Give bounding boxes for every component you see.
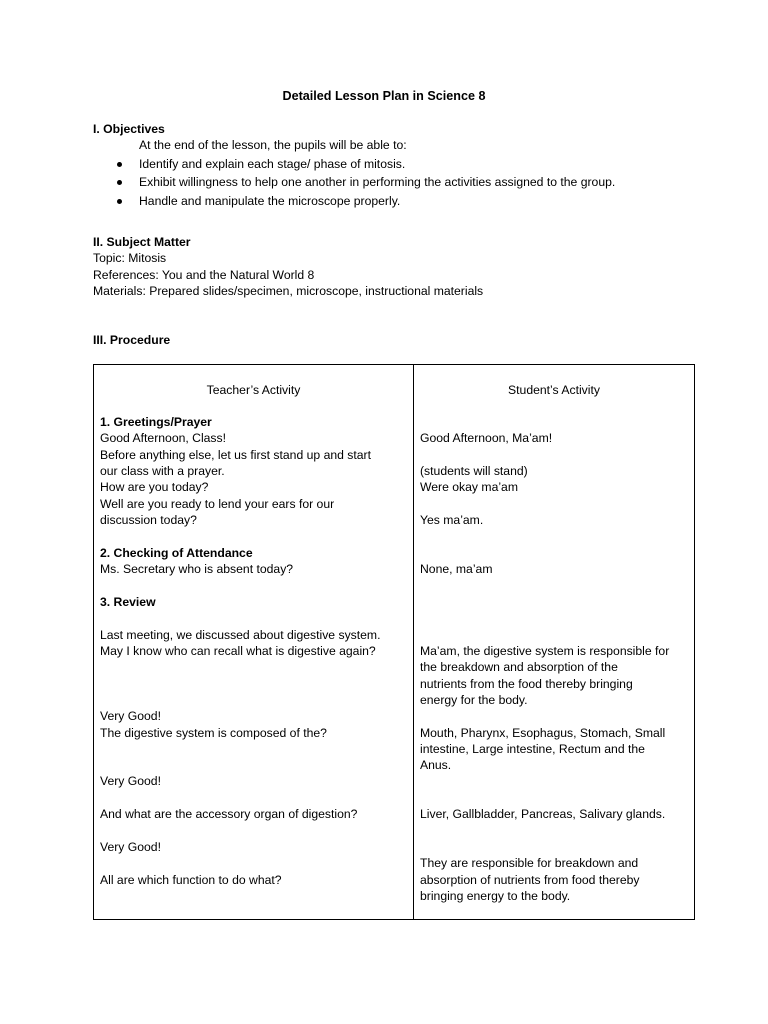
subject-matter-heading: II. Subject Matter <box>93 235 191 249</box>
procedure-heading: III. Procedure <box>93 333 171 347</box>
teacher-line: Good Afternoon, Class! <box>100 431 227 445</box>
student-line: absorption of nutrients from food thereby <box>420 873 640 887</box>
student-line: Ma’am, the digestive system is responsible for <box>420 644 670 658</box>
teacher-line: Very Good! <box>100 709 161 723</box>
teacher-line: Ms. Secretary who is absent today? <box>100 562 294 576</box>
objective-item: Exhibit willingness to help one another in performing the activities assigned to the group. <box>93 174 713 193</box>
student-line: bringing energy to the body. <box>420 889 571 903</box>
procedure-table <box>93 364 695 920</box>
teacher-line: 2. Checking of Attendance <box>100 546 253 560</box>
student-line: Good Afternoon, Ma’am! <box>420 431 553 445</box>
student-line: They are responsible for breakdown and <box>420 856 639 870</box>
objective-item: Handle and manipulate the microscope properly. <box>93 193 713 212</box>
teacher-line: Last meeting, we discussed about digestive system. <box>100 628 381 642</box>
references-line: References: You and the Natural World 8 <box>93 267 315 282</box>
procedure-section <box>93 332 713 348</box>
teacher-line: discussion today? <box>100 513 197 527</box>
student-line: Yes ma’am. <box>420 513 484 527</box>
student-line: Were okay ma’am <box>420 480 518 494</box>
teacher-line: All are which function to do what? <box>100 873 282 887</box>
document-title: Detailed Lesson Plan in Science 8 <box>282 89 486 103</box>
student-line: nutrients from the food thereby bringing <box>420 677 633 691</box>
teacher-line: And what are the accessory organ of digestion? <box>100 807 358 821</box>
teacher-line: May I know who can recall what is digestive again? <box>100 644 376 658</box>
teacher-activity-header: Teacher’s Activity <box>206 383 301 397</box>
teacher-line: our class with a prayer. <box>100 464 225 478</box>
teacher-line: How are you today? <box>100 480 209 494</box>
teacher-line: 3. Review <box>100 595 156 609</box>
materials-line: Materials: Prepared slides/specimen, microscope, instructional materials <box>93 283 484 298</box>
objectives-list <box>93 156 713 212</box>
student-line: the breakdown and absorption of the <box>420 660 618 674</box>
objectives-section <box>93 121 713 211</box>
teacher-line: Well are you ready to lend your ears for our <box>100 497 335 511</box>
student-line: None, ma’am <box>420 562 493 576</box>
teacher-line: Before anything else, let us first stand up and start <box>100 448 371 462</box>
teacher-line: Very Good! <box>100 840 161 854</box>
teacher-line: Very Good! <box>100 774 161 788</box>
student-line: energy for the body. <box>420 693 528 707</box>
subject-matter-section <box>93 234 713 299</box>
objectives-intro: At the end of the lesson, the pupils will be able to: <box>139 138 407 153</box>
objectives-heading: I. Objectives <box>93 122 165 136</box>
student-line: Liver, Gallbladder, Pancreas, Salivary glands. <box>420 807 666 821</box>
objective-item: Identify and explain each stage/ phase of mitosis. <box>93 156 713 175</box>
student-line: Anus. <box>420 758 452 772</box>
column-divider <box>413 365 414 919</box>
student-line: intestine, Large intestine, Rectum and the <box>420 742 645 756</box>
teacher-line: The digestive system is composed of the? <box>100 726 327 740</box>
teacher-line: 1. Greetings/Prayer <box>100 415 212 429</box>
topic-line: Topic: Mitosis <box>93 251 167 266</box>
student-activity-header: Student’s Activity <box>508 383 600 397</box>
student-line: Mouth, Pharynx, Esophagus, Stomach, Small <box>420 726 666 740</box>
student-line: (students will stand) <box>420 464 528 478</box>
